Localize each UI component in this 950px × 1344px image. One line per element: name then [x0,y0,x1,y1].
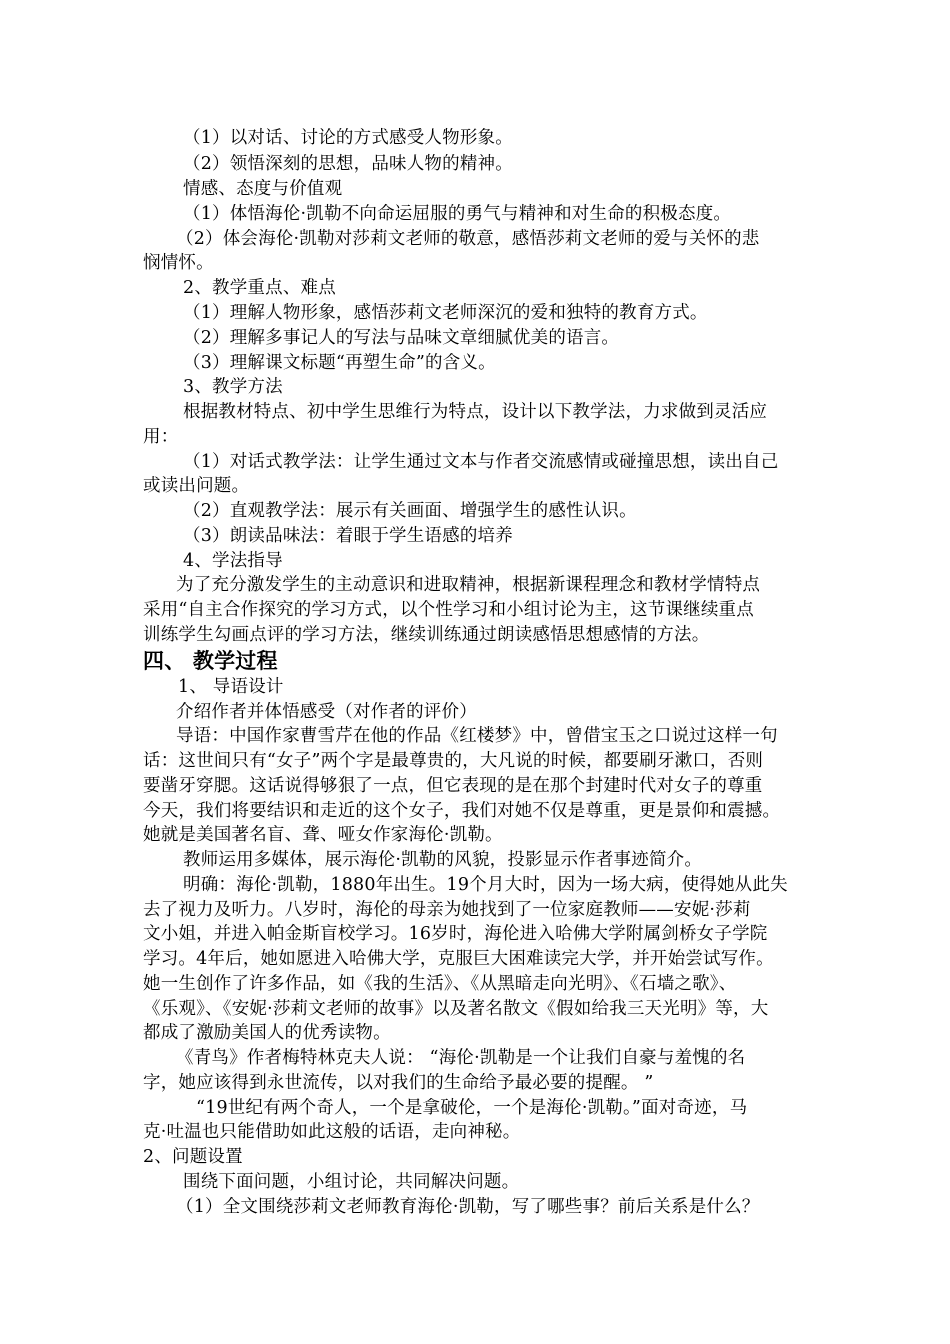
text-line: 围绕下面问题，小组讨论，共同解决问题。 [183,1172,520,1192]
section-heading: 四、 教学过程 [143,649,278,673]
text-line: 都成了激励美国人的优秀读物。 [143,1023,391,1043]
text-line: （1）对话式教学法：让学生通过文本与作者交流感情或碰撞思想，读出自己 [183,452,779,472]
text-line: 今天，我们将要结识和走近的这个女子，我们对她不仅是尊重，更是景仰和震撼。 [143,801,781,821]
text-line: （3）朗读品味法：着眼于学生语感的培养 [183,526,513,546]
text-line: 介绍作者并体悟感受（对作者的评价） [176,702,477,722]
text-line: 悯情怀。 [143,253,214,273]
text-line: 或读出问题。 [143,476,250,496]
text-line: 她就是美国著名盲、聋、哑女作家海伦·凯勒。 [143,825,503,845]
text-line: 情感、态度与价值观 [183,179,343,199]
text-line: （2）直观教学法：展示有关画面、增强学生的感性认识。 [183,501,637,521]
text-line: 3、教学方法 [183,377,283,397]
text-line: 1、 导语设计 [178,677,284,697]
text-line: 导语：中国作家曹雪芹在他的作品《红楼梦》中，曾借宝玉之口说过这样一句 [176,726,778,746]
text-line: 《青鸟》作者梅特林克夫人说： “海伦·凯勒是一个让我们自豪与羞愧的名 [176,1048,746,1068]
text-line: （1）全文围绕莎莉文老师教育海伦·凯勒，写了哪些事？前后关系是什么？ [176,1197,760,1217]
text-line: 2、问题设置 [143,1147,243,1167]
text-line: “19世纪有两个奇人，一个是拿破伦，一个是海伦·凯勒。”面对奇迹，马 [196,1098,748,1118]
text-line: 她一生创作了许多作品，如《我的生活》、《从黑暗走向光明》、《石墙之歌》、 [143,974,737,994]
text-line: （2）领悟深刻的思想，品味人物的精神。 [183,154,513,174]
text-line: 文小姐，并进入帕金斯盲校学习。16岁时，海伦进入哈佛大学附属剑桥女子学院 [143,924,768,944]
text-line: （2）理解多事记人的写法与品味文章细腻优美的语言。 [183,328,620,348]
text-line: （1）体悟海伦·凯勒不向命运屈服的勇气与精神和对生命的积极态度。 [183,204,732,224]
text-line: 话：这世间只有“女子”两个字是最尊贵的，大凡说的时候，都要刷牙漱口，否则 [143,751,764,771]
text-line: 明确：海伦·凯勒，1880年出生。19个月大时，因为一场大病，使得她从此失 [183,875,788,895]
text-line: 为了充分激发学生的主动意识和进取精神，根据新课程理念和教材学情特点 [176,575,761,595]
text-line: 《乐观》、《安妮·莎莉文老师的故事》以及著名散文《假如给我三天光明》等，大 [143,999,769,1019]
text-line: 克·吐温也只能借助如此这般的话语，走向神秘。 [143,1122,521,1142]
text-line: 学习。4年后，她如愿进入哈佛大学，克服巨大困难读完大学，并开始尝试写作。 [143,949,774,969]
text-line: 2、教学重点、难点 [183,278,336,298]
text-line: 字，她应该得到永世流传，以对我们的生命给予最必要的提醒。 ” [143,1073,654,1093]
text-line: 去了视力及听力。八岁时，海伦的母亲为她找到了一位家庭教师——安妮·莎莉 [143,900,751,920]
text-line: 用： [143,427,179,447]
text-line: （3）理解课文标题“再塑生命”的含义。 [183,353,496,373]
text-line: （1）理解人物形象，感悟莎莉文老师深沉的爱和独特的教育方式。 [183,303,708,323]
text-line: 要凿牙穿腮。这话说得够狠了一点，但它表现的是在那个封建时代对女子的尊重 [143,776,763,796]
text-line: 采用“自主合作探究的学习方式，以个性学习和小组讨论为主，这节课继续重点 [143,600,754,620]
text-line: 教师运用多媒体，展示海伦·凯勒的风貌，投影显示作者事迹简介。 [183,850,703,870]
text-line: 训练学生勾画点评的学习方法，继续训练通过朗读感悟思想感情的方法。 [143,625,710,645]
text-line: 4、学法指导 [183,551,283,571]
text-line: （1）以对话、讨论的方式感受人物形象。 [183,128,513,148]
text-line: 根据教材特点、初中学生思维行为特点，设计以下教学法，力求做到灵活应 [183,402,768,422]
text-line: （2）体会海伦·凯勒对莎莉文老师的敬意，感悟莎莉文老师的爱与关怀的悲 [176,229,760,249]
